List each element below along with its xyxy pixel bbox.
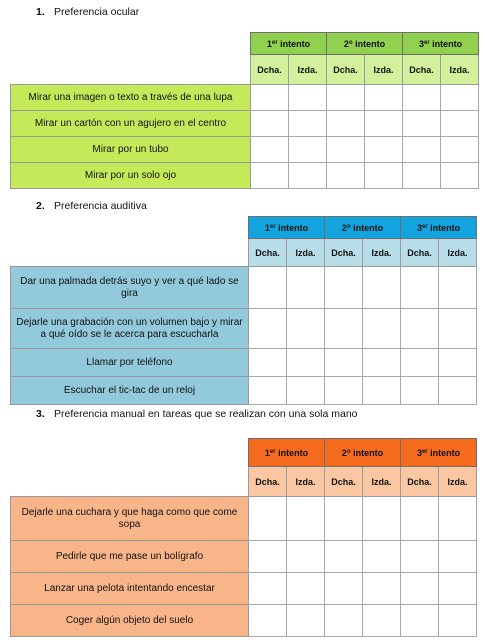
answer-cell[interactable] <box>363 497 401 541</box>
table-row <box>11 605 477 637</box>
answer-cell[interactable] <box>287 349 325 377</box>
answer-cell[interactable] <box>401 497 439 541</box>
answer-cell[interactable] <box>365 163 403 189</box>
answer-cell[interactable] <box>439 267 477 309</box>
answer-cell[interactable] <box>363 605 401 637</box>
table-row <box>11 497 477 541</box>
side-header-right: Dcha. <box>325 239 363 267</box>
answer-cell[interactable] <box>289 85 327 111</box>
attempt-2-header: 2$^o$ intento <box>325 217 401 239</box>
answer-cell[interactable] <box>249 573 287 605</box>
table-row <box>11 163 479 189</box>
answer-cell[interactable] <box>401 309 439 349</box>
answer-cell[interactable] <box>439 377 477 405</box>
answer-cell[interactable] <box>249 605 287 637</box>
attempt-3-header: 3er intento <box>403 33 479 55</box>
answer-cell[interactable] <box>401 605 439 637</box>
answer-cell[interactable] <box>327 137 365 163</box>
answer-cell[interactable] <box>251 163 289 189</box>
attempt-1-header: 1er intento <box>251 33 327 55</box>
section-number: 3. <box>36 408 45 420</box>
table-row <box>11 137 479 163</box>
answer-cell[interactable] <box>325 349 363 377</box>
answer-cell[interactable] <box>249 267 287 309</box>
answer-cell[interactable] <box>439 541 477 573</box>
answer-cell[interactable] <box>439 309 477 349</box>
ocular-table <box>10 32 479 189</box>
row-label: Coger algún objeto del suelo <box>11 605 249 637</box>
answer-cell[interactable] <box>289 137 327 163</box>
side-header-left: Izda. <box>363 239 401 267</box>
answer-cell[interactable] <box>439 605 477 637</box>
side-header-left: Izda. <box>289 55 327 85</box>
table-row <box>11 377 477 405</box>
answer-cell[interactable] <box>441 85 479 111</box>
row-label: Lanzar una pelota intentando encestar <box>11 573 249 605</box>
answer-cell[interactable] <box>403 163 441 189</box>
answer-cell[interactable] <box>289 111 327 137</box>
section-title-text: Preferencia manual en tareas que se realizan con una sola mano <box>54 408 358 420</box>
row-label: Pedirle que me pase un bolígrafo <box>11 541 249 573</box>
answer-cell[interactable] <box>287 267 325 309</box>
table-row <box>11 349 477 377</box>
row-label: Dar una palmada detrás suyo y ver a qué lado se gira <box>11 267 249 309</box>
answer-cell[interactable] <box>287 497 325 541</box>
row-label: Dejarle una cuchara y que haga como que come sopa <box>11 497 249 541</box>
answer-cell[interactable] <box>249 309 287 349</box>
answer-cell[interactable] <box>401 573 439 605</box>
answer-cell[interactable] <box>441 137 479 163</box>
attempt-1-header: 1er intento <box>249 217 325 239</box>
answer-cell[interactable] <box>403 85 441 111</box>
answer-cell[interactable] <box>439 573 477 605</box>
answer-cell[interactable] <box>287 605 325 637</box>
side-header-right: Dcha. <box>249 239 287 267</box>
answer-cell[interactable] <box>325 605 363 637</box>
side-header-right: Dcha. <box>251 55 289 85</box>
answer-cell[interactable] <box>249 541 287 573</box>
side-header-right: Dcha. <box>401 467 439 497</box>
answer-cell[interactable] <box>251 111 289 137</box>
section-title-text: Preferencia auditiva <box>54 200 147 212</box>
answer-cell[interactable] <box>439 497 477 541</box>
section-title-text: Preferencia ocular <box>54 6 140 18</box>
answer-cell[interactable] <box>251 137 289 163</box>
answer-cell[interactable] <box>363 309 401 349</box>
answer-cell[interactable] <box>287 377 325 405</box>
section-number: 1. <box>36 6 45 18</box>
answer-cell[interactable] <box>249 497 287 541</box>
row-label: Escuchar el tic-tac de un reloj <box>11 377 249 405</box>
answer-cell[interactable] <box>363 377 401 405</box>
answer-cell[interactable] <box>403 137 441 163</box>
answer-cell[interactable] <box>363 349 401 377</box>
answer-cell[interactable] <box>325 377 363 405</box>
answer-cell[interactable] <box>287 573 325 605</box>
answer-cell[interactable] <box>325 267 363 309</box>
answer-cell[interactable] <box>401 541 439 573</box>
side-header-left: Izda. <box>441 55 479 85</box>
answer-cell[interactable] <box>249 377 287 405</box>
table-row <box>11 111 479 137</box>
answer-cell[interactable] <box>325 573 363 605</box>
side-header-right: Dcha. <box>403 55 441 85</box>
auditiva-table <box>10 216 477 405</box>
side-header-right: Dcha. <box>401 239 439 267</box>
answer-cell[interactable] <box>403 111 441 137</box>
answer-cell[interactable] <box>401 377 439 405</box>
answer-cell[interactable] <box>327 111 365 137</box>
answer-cell[interactable] <box>363 573 401 605</box>
row-label: Mirar un cartón con un agujero en el centro <box>11 111 251 137</box>
answer-cell[interactable] <box>363 541 401 573</box>
answer-cell[interactable] <box>363 267 401 309</box>
manual-table <box>10 438 477 637</box>
answer-cell[interactable] <box>287 541 325 573</box>
row-label: Mirar por un tubo <box>11 137 251 163</box>
row-label: Mirar una imagen o texto a través de una lupa <box>11 85 251 111</box>
answer-cell[interactable] <box>401 349 439 377</box>
answer-cell[interactable] <box>441 163 479 189</box>
side-header-right: Dcha. <box>249 467 287 497</box>
side-header-left: Izda. <box>287 239 325 267</box>
table-row <box>11 85 479 111</box>
answer-cell[interactable] <box>287 309 325 349</box>
side-header-left: Izda. <box>287 467 325 497</box>
table-row <box>11 541 477 573</box>
row-label: Dejarle una grabación con un volumen bajo y mirar a qué oído se le acerca para escucharla <box>11 309 249 349</box>
answer-cell[interactable] <box>251 85 289 111</box>
table-row <box>11 267 477 309</box>
attempt-2-header: 2$^o$ intento <box>325 439 401 467</box>
answer-cell[interactable] <box>439 349 477 377</box>
answer-cell[interactable] <box>365 85 403 111</box>
side-header-left: Izda. <box>439 467 477 497</box>
attempt-3-header: 3er intento <box>401 217 477 239</box>
answer-cell[interactable] <box>325 497 363 541</box>
answer-cell[interactable] <box>365 111 403 137</box>
side-header-right: Dcha. <box>327 55 365 85</box>
answer-cell[interactable] <box>325 541 363 573</box>
attempt-2-header: 2$^o$ intento <box>327 33 403 55</box>
row-label: Llamar por teléfono <box>11 349 249 377</box>
section-number: 2. <box>36 200 45 212</box>
side-header-left: Izda. <box>439 239 477 267</box>
answer-cell[interactable] <box>401 267 439 309</box>
table-row <box>11 309 477 349</box>
answer-cell[interactable] <box>365 137 403 163</box>
table-row <box>11 573 477 605</box>
side-header-left: Izda. <box>365 55 403 85</box>
answer-cell[interactable] <box>327 163 365 189</box>
attempt-1-header: 1er intento <box>249 439 325 467</box>
answer-cell[interactable] <box>327 85 365 111</box>
side-header-left: Izda. <box>363 467 401 497</box>
attempt-3-header: 3er intento <box>401 439 477 467</box>
row-label: Mirar por un solo ojo <box>11 163 251 189</box>
side-header-right: Dcha. <box>325 467 363 497</box>
answer-cell[interactable] <box>289 163 327 189</box>
answer-cell[interactable] <box>325 309 363 349</box>
answer-cell[interactable] <box>441 111 479 137</box>
answer-cell[interactable] <box>249 349 287 377</box>
